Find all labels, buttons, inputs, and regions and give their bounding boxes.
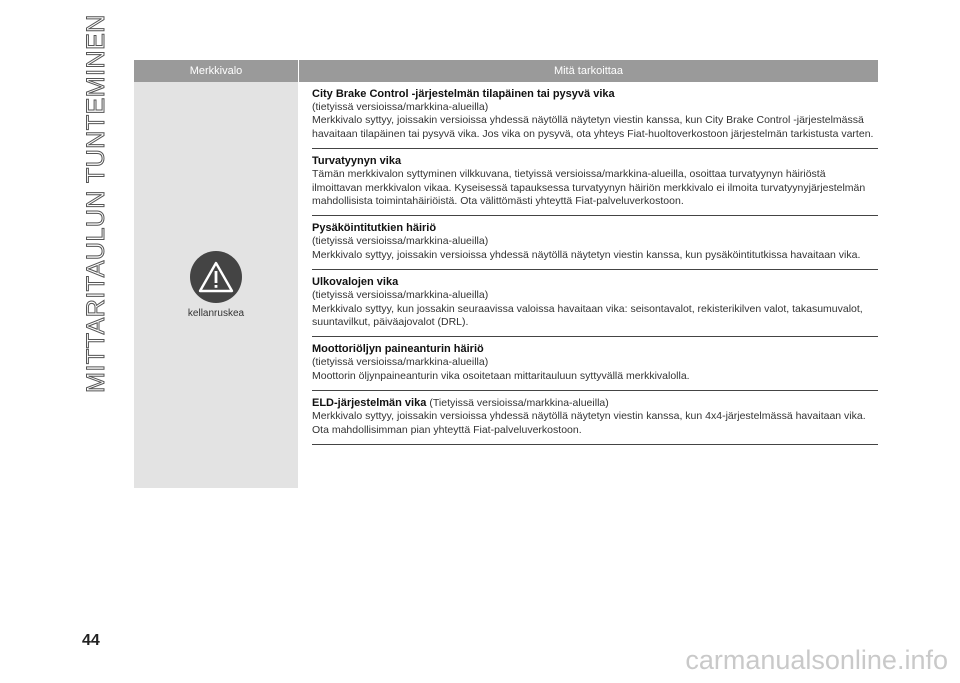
entry-title: City Brake Control -järjestelmän tilapäinen tai pysyvä vika [312, 88, 615, 100]
section-title-text: MITTARITAULUN TUNTEMINEN [81, 13, 110, 393]
table-body [134, 82, 878, 488]
entry-body: Merkkivalo syttyy, joissakin versioissa yhdessä näytöllä näytetyn viestin kanssa, kun pysäköintitutkissa havaitaan vika. [312, 248, 861, 261]
entry-title: Moottoriöljyn paineanturin häiriö [312, 343, 484, 356]
entry-title [312, 397, 878, 410]
indicator-color: kellanruskea [187, 308, 245, 319]
entry-subtitle: (tietyissä versioissa/markkina-alueilla) [312, 356, 489, 369]
entry-body: Moottorin öljynpaineanturin vika osoitetaan mittaritauluun syttyvällä merkkivalolla. [312, 369, 690, 382]
entry-exterior-lights [312, 270, 878, 337]
entry-title-text: ELD-järjestelmän vika [312, 397, 427, 410]
header-meaning: Mitä tarkoittaa [553, 65, 624, 77]
entry-subtitle: (Tietyissä versioissa/markkina-alueilla) [429, 397, 609, 410]
entry-title: Turvatyynyn vika [312, 155, 402, 168]
watermark: carmanualsonline.info [685, 645, 948, 675]
indicator-table [134, 60, 878, 488]
page-number: 44 [82, 632, 100, 649]
meaning-cell [298, 82, 878, 488]
indicator-cell [134, 82, 298, 488]
entry-oil-pressure-sensor [312, 337, 878, 391]
entry-city-brake [312, 82, 878, 149]
entry-eld-system [312, 391, 878, 445]
warning-triangle-icon [190, 251, 242, 303]
entry-parking-sensors [312, 216, 878, 270]
entry-body: Tämän merkkivalon syttyminen vilkkuvana, tietyissä versioissa/markkina-alueilla, osoittaa turvatyynyn häiriöstä ilmoittavan merkkivalon vikaa. Kyseisessä tapauksessa turvatyynyn häiriön merkkivalo ei ilmoita turvatyynyjärjestelmän mahdollisista toimintahäiriöistä. Ota välittömästi yhteyttä Fiat-palveluverkostoon. [312, 168, 866, 208]
header-indicator: Merkkivalo [134, 60, 299, 82]
entry-title: Pysäköintitutkien häiriö [312, 222, 437, 235]
entry-airbag [312, 149, 878, 216]
table-header [134, 60, 878, 82]
entry-body: Merkkivalo syttyy, joissakin versioissa yhdessä näytöllä näytetyn viestin kanssa, kun 4x4-järjestelmässä havaitaan vika. Ota mahdollisimman pian yhteyttä Fiat-palveluverkostoon. [312, 410, 866, 436]
section-title [81, 13, 110, 393]
entry-subtitle: (tietyissä versioissa/markkina-alueilla) [312, 289, 489, 302]
entry-subtitle: (tietyissä versioissa/markkina-alueilla) [312, 235, 489, 248]
entry-title: Ulkovalojen vika [312, 276, 399, 289]
entry-body: Merkkivalo syttyy, joissakin versioissa yhdessä näytöllä näytetyn viestin kanssa, kun City Brake Control -järjestelmässä havaitaan tilapäinen tai pysyvä vika. Jos vika on pysyvä, ota yhteys Fiat-huoltoverkostoon järjestelmän tarkistusta varten. [312, 114, 874, 140]
entry-body: Merkkivalo syttyy, kun jossakin seuraavissa valoissa havaitaan vika: seisontavalot, rekisterikilven valot, takasumuvalot, suuntavilkut, päiväajovalot (DRL). [312, 302, 863, 329]
entry-subtitle: (tietyissä versioissa/markkina-alueilla) [312, 101, 489, 113]
